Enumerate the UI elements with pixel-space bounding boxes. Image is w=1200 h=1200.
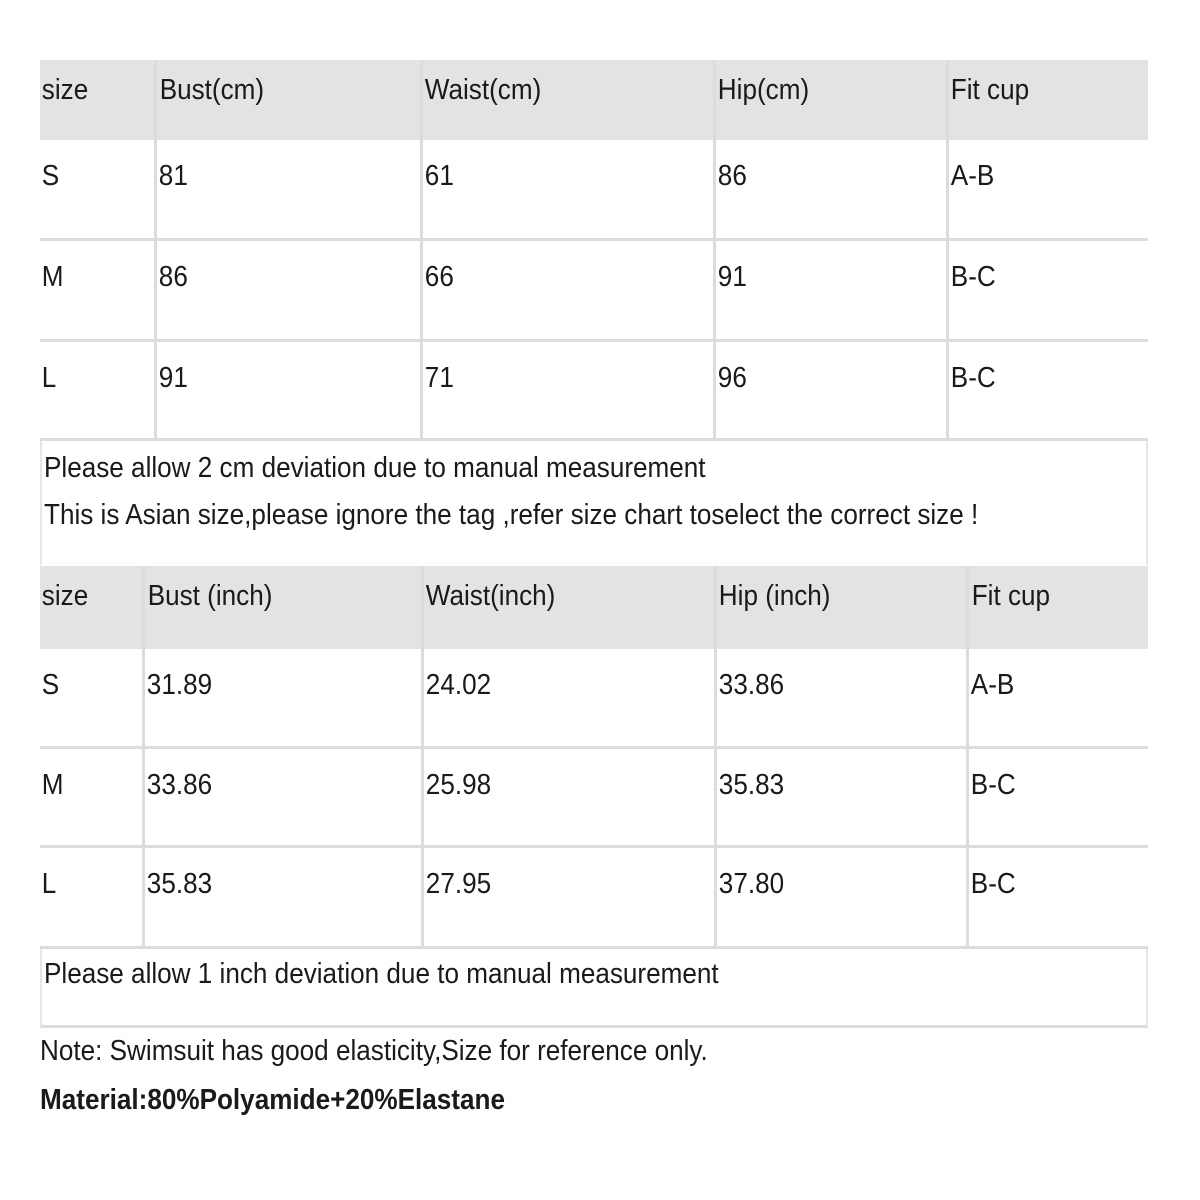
size-cell: L [40,848,145,946]
hip-cell: 37.80 [717,848,969,946]
elasticity-note: Note: Swimsuit has good elasticity,Size for reference only. [40,1035,708,1067]
table-row [40,649,1148,749]
table-note-row [40,949,1148,1028]
fit-cup-cell: B-C [970,769,1016,801]
cm-size-table [40,60,1148,565]
header-cell-bust: Bust (inch) [145,566,424,649]
header-cell-hip: Hip(cm) [716,60,949,140]
bust-cell: 33.86 [145,749,424,845]
waist-cell: 61 [423,140,716,238]
hip-cell: 91 [716,241,949,339]
header-cell-fit-cup: Fit cup [950,74,1030,106]
hip-cell: 35.83 [717,749,969,845]
fit-cup-cell: B-C [950,261,996,293]
fit-cup-cell: A-B [970,669,1015,701]
table-row [40,241,1148,342]
waist-cell: 27.95 [424,848,717,946]
waist-cell: 24.02 [424,649,717,746]
header-cell-waist: Waist(cm) [423,60,716,140]
table-row [40,140,1148,241]
table-note-row [40,441,1148,565]
table-row [40,749,1148,848]
fit-cup-cell: A-B [950,160,995,192]
bust-cell: 86 [157,241,423,339]
header-cell-fit-cup: Fit cup [971,580,1051,612]
fit-cup-cell: B-C [970,868,1016,900]
material-label: Material:80%Polyamide+20%Elastane [40,1084,505,1116]
table-header-row [40,60,1148,140]
asian-size-note: This is Asian size,please ignore the tag ,refer size chart toselect the correct size ! [44,499,979,531]
inch-size-table [40,566,1148,1028]
deviation-note: Please allow 1 inch deviation due to manual measurement [44,958,719,990]
size-cell: S [40,649,145,746]
bust-cell: 81 [157,140,423,238]
fit-cup-cell: B-C [950,362,996,394]
header-cell-size: size [40,566,145,649]
waist-cell: 71 [423,342,716,438]
size-cell: M [40,241,157,339]
size-cell: L [40,342,157,438]
header-cell-size: size [40,60,157,140]
table-row [40,342,1148,441]
bust-cell: 35.83 [145,848,424,946]
table-row [40,848,1148,949]
bust-cell: 31.89 [145,649,424,746]
header-cell-bust: Bust(cm) [157,60,423,140]
hip-cell: 96 [716,342,949,438]
header-cell-waist: Waist(inch) [424,566,717,649]
bust-cell: 91 [157,342,423,438]
hip-cell: 86 [716,140,949,238]
deviation-note: Please allow 2 cm deviation due to manual measurement [44,452,706,484]
header-cell-hip: Hip (inch) [717,566,969,649]
hip-cell: 33.86 [717,649,969,746]
waist-cell: 66 [423,241,716,339]
table-header-row [40,566,1148,649]
size-cell: S [40,140,157,238]
waist-cell: 25.98 [424,749,717,845]
size-cell: M [40,749,145,845]
